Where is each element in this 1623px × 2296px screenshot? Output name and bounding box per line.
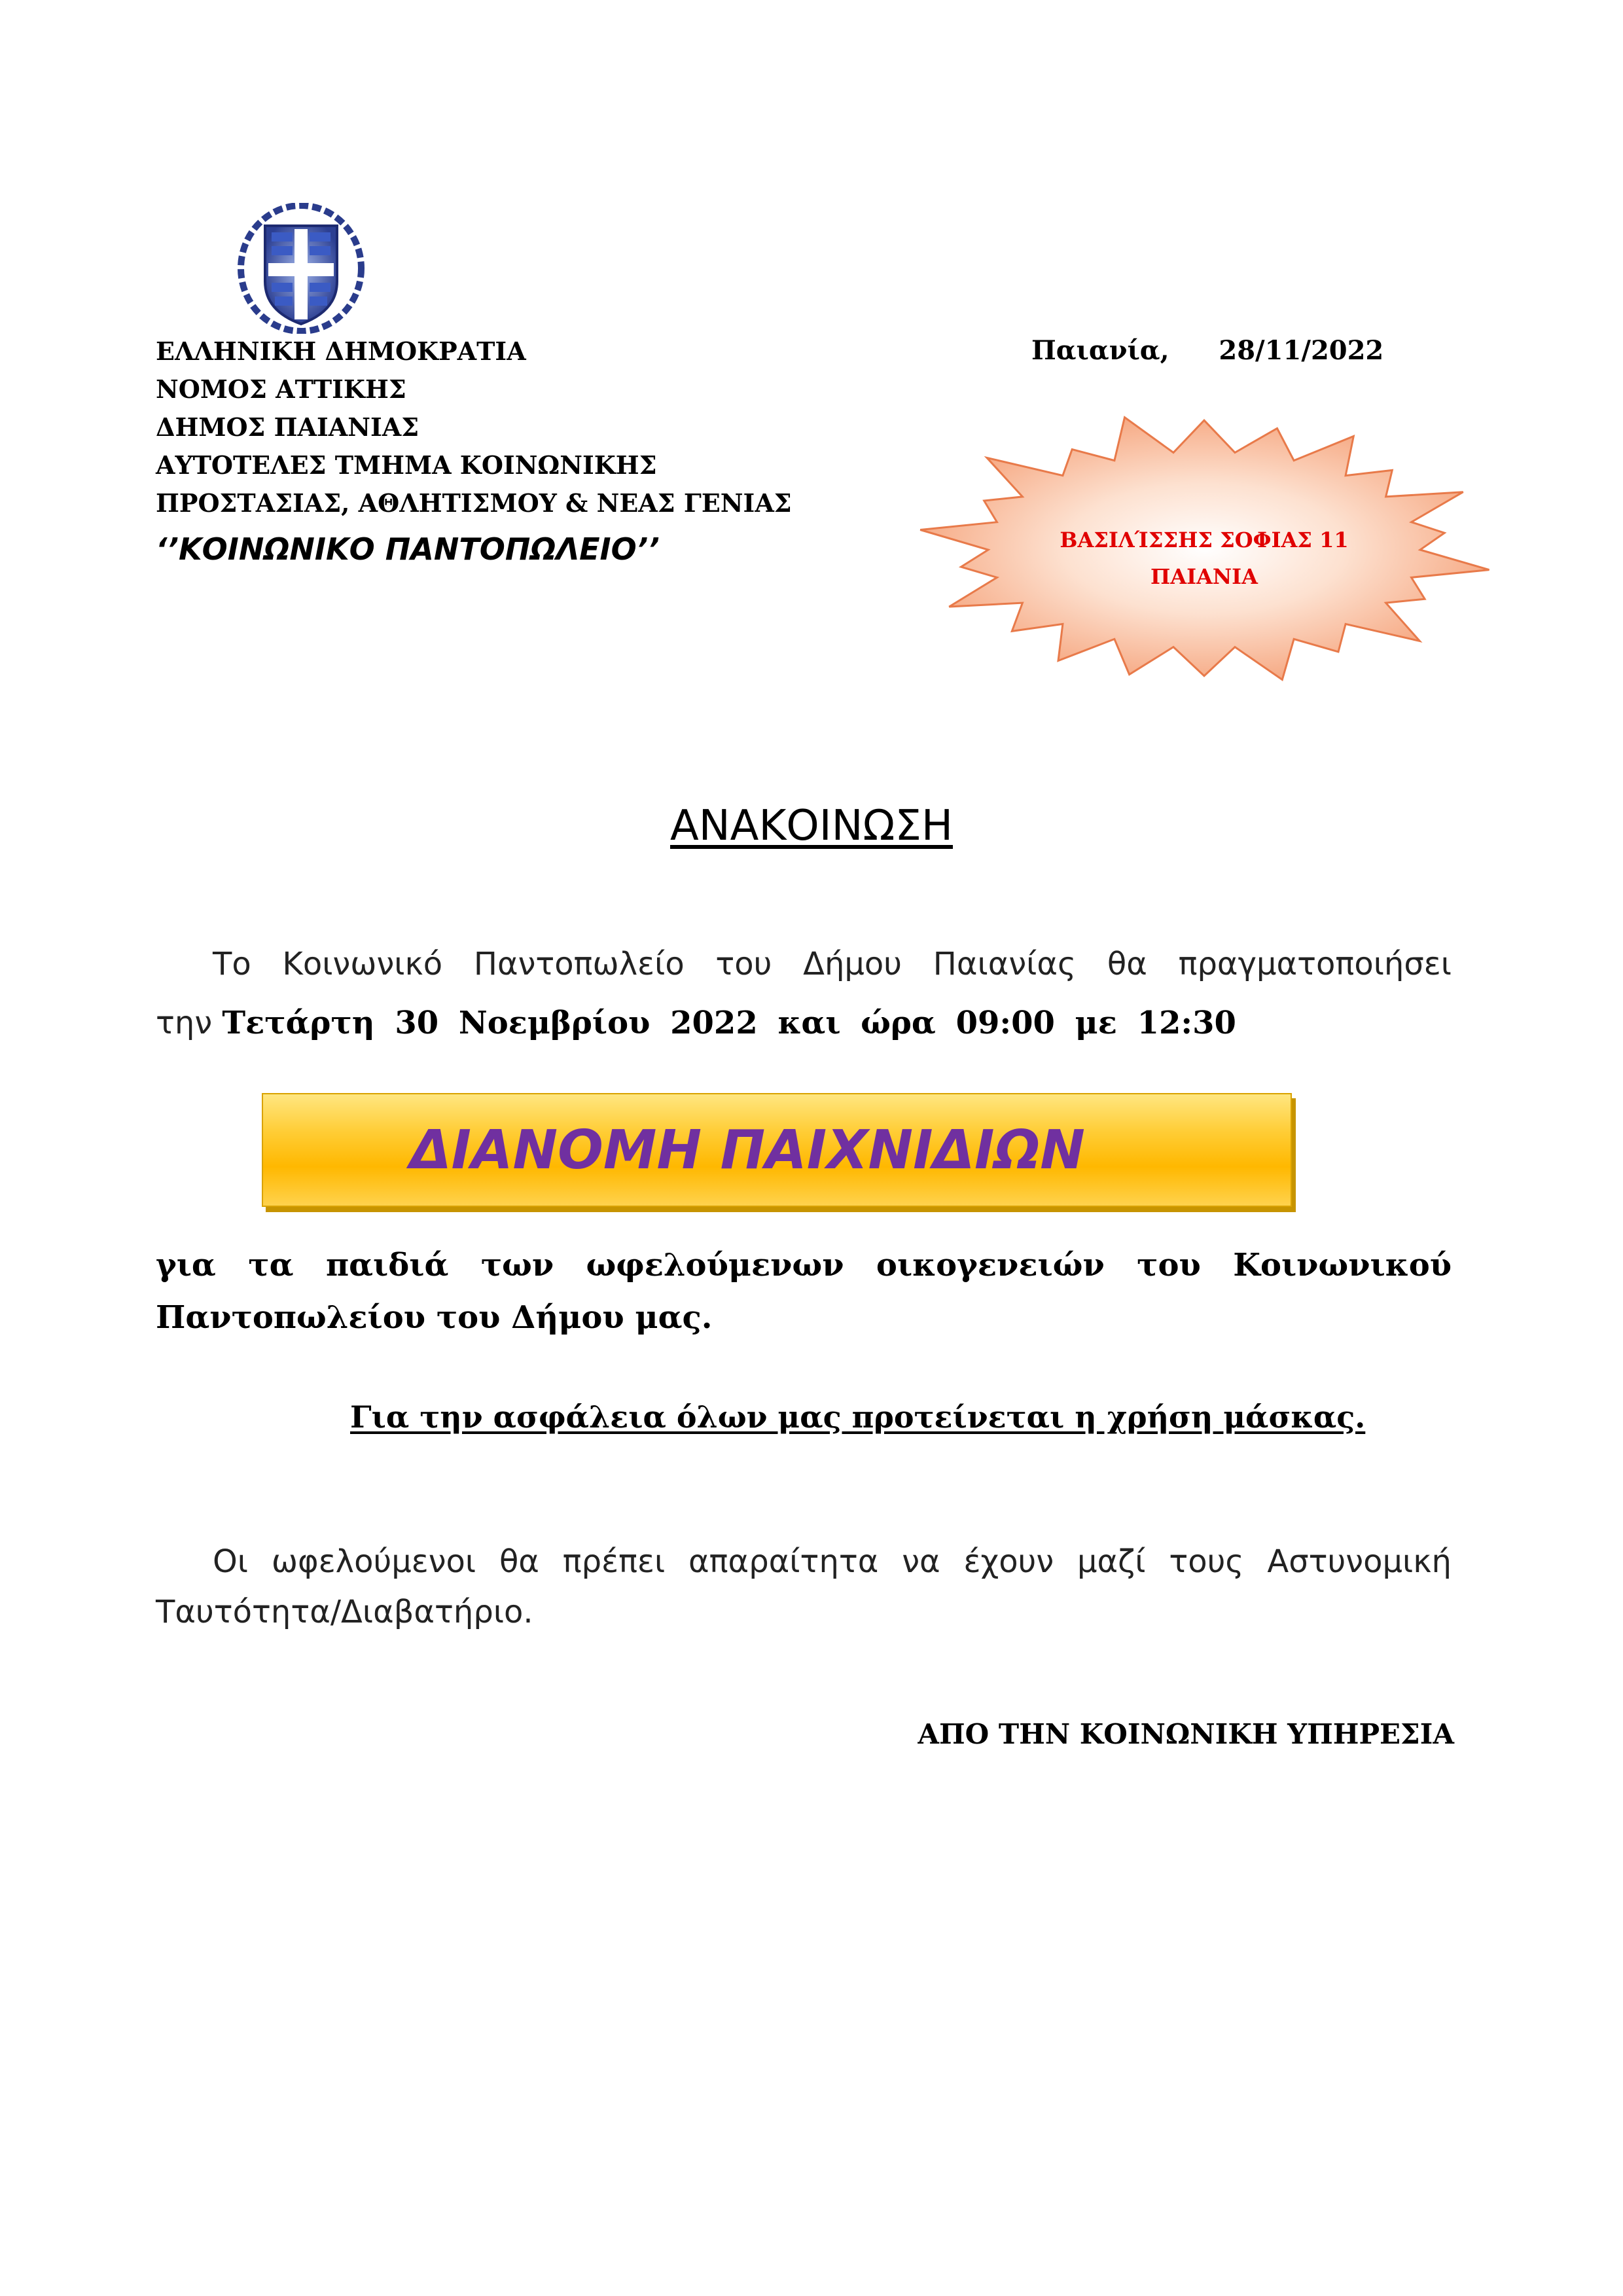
header-line-municipality: ΔΗΜΟΣ ΠΑΙΑΝΙΑΣ: [156, 412, 419, 442]
word: πραγματοποιήσει: [1178, 946, 1452, 982]
word: Οι: [213, 1543, 249, 1580]
word: Το: [213, 946, 251, 982]
word: για: [156, 1247, 216, 1283]
header-line-department-cont: ΠΡΟΣΤΑΣΙΑΣ, ΑΘΛΗΤΙΣΜΟΥ & ΝΕΑΣ ΓΕΝΙΑΣ: [156, 488, 792, 518]
word: να: [902, 1543, 940, 1580]
word: Παιανίας: [933, 946, 1077, 982]
distribution-date-time: Τετάρτη 30 Νοεμβρίου 2022 και ώρα 09:00 με 12:30: [222, 1005, 1236, 1041]
word: Κοινωνικό: [282, 946, 443, 982]
word: του: [715, 946, 772, 982]
beneficiaries-line-1: [156, 1247, 1452, 1283]
intro-prefix: την: [156, 1005, 213, 1041]
place-date: [1031, 335, 1383, 366]
word: ωφελούμενοι θα: [271, 1543, 539, 1580]
word: οικογενειών: [876, 1247, 1105, 1283]
signature: ΑΠΟ ΤΗΝ ΚΟΙΝΩΝΙΚΗ ΥΠΗΡΕΣΙΑ: [918, 1718, 1454, 1750]
id-notice-line-1: [213, 1543, 1452, 1580]
header-line-republic: ΕΛΛΗΝΙΚΗ ΔΗΜΟΚΡΑΤΙΑ: [156, 336, 526, 366]
page-title: ΑΝΑΚΟΙΝΩΣΗ: [670, 802, 953, 850]
store-name: ‘’ΚΟΙΝΩΝΙΚΟ ΠΑΝΤΟΠΩΛΕΙΟ’’: [156, 531, 660, 567]
word: απαραίτητα: [688, 1543, 879, 1580]
address-town: ΠΑΙΑΝΙΑ: [1150, 564, 1258, 589]
word: πρέπει: [562, 1543, 666, 1580]
word: Παντοπωλείο: [473, 946, 685, 982]
word: έχουν: [963, 1543, 1054, 1580]
greek-emblem-icon: [236, 203, 366, 334]
word: ωφελούμενων: [586, 1247, 844, 1283]
header-line-prefecture: ΝΟΜΟΣ ΑΤΤΙΚΗΣ: [156, 374, 406, 404]
word: μαζί: [1077, 1543, 1146, 1580]
word: των: [480, 1247, 554, 1283]
address-street: ΒΑΣΙΛΊΣΣΗΣ ΣΟΦΙΑΣ 11: [1060, 528, 1349, 552]
header-line-department: ΑΥΤΟΤΕΛΕΣ ΤΜΗΜΑ ΚΟΙΝΩΝΙΚΗΣ: [156, 450, 657, 480]
intro-line-2: [156, 1005, 1236, 1041]
word: Κοινωνικού: [1233, 1247, 1452, 1283]
word: παιδιά: [325, 1247, 449, 1283]
word: τους: [1169, 1543, 1244, 1580]
word: του: [1137, 1247, 1201, 1283]
place: Παιανία,: [1031, 335, 1169, 366]
banner-text: ΔΙΑΝΟΜΗ ΠΑΙΧΝΙΔΙΩΝ: [410, 1119, 1085, 1181]
word: Αστυνομική: [1267, 1543, 1452, 1580]
word: Δήμου: [803, 946, 902, 982]
beneficiaries-line-2: Παντοπωλείου του Δήμου μας.: [156, 1299, 713, 1336]
distribution-banner: [262, 1093, 1292, 1207]
id-notice-line-2: Ταυτότητα/Διαβατήριο.: [156, 1594, 533, 1630]
date: 28/11/2022: [1219, 335, 1384, 366]
mask-notice: Για την ασφάλεια όλων μας προτείνεται η χρήση μάσκας.: [350, 1399, 1366, 1435]
intro-line-1: [213, 946, 1452, 982]
word: τα: [248, 1247, 294, 1283]
word: θα: [1107, 946, 1147, 982]
